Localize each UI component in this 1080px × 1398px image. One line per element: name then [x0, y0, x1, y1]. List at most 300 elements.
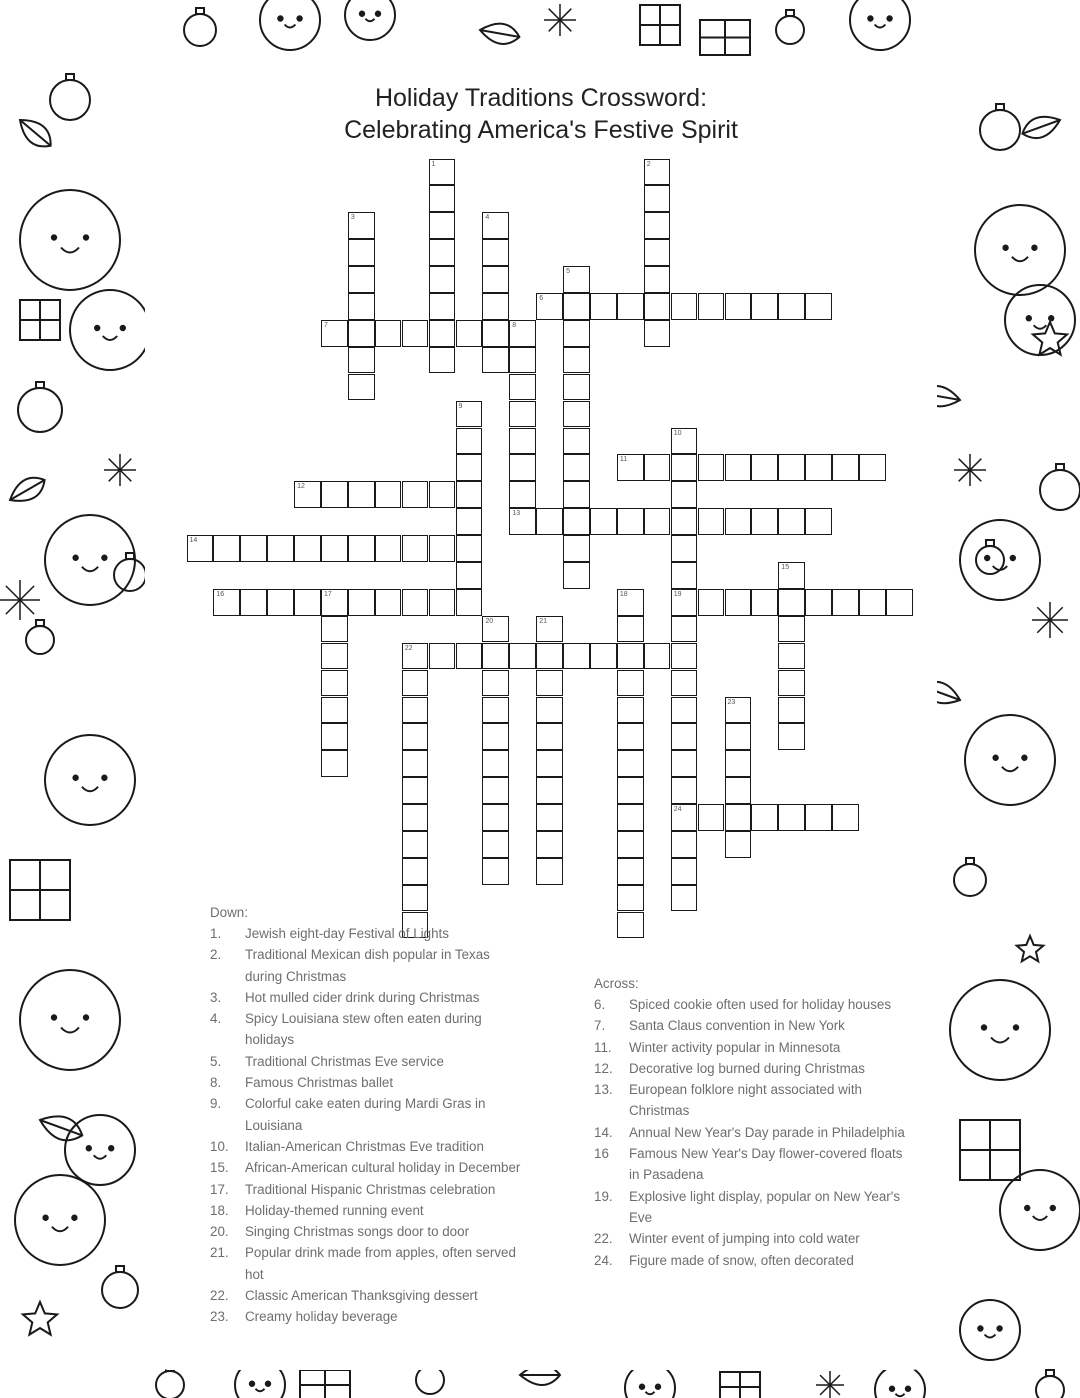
title-line-2: Celebrating America's Festive Spirit: [344, 116, 738, 144]
clue-item: [210, 1093, 530, 1136]
clue-item: [210, 1157, 530, 1178]
crossword-cell[interactable]: [321, 320, 348, 347]
crossword-cell[interactable]: [751, 589, 778, 616]
crossword-cell[interactable]: [671, 508, 698, 535]
crossword-cell[interactable]: [671, 428, 698, 455]
crossword-cell[interactable]: [509, 643, 536, 670]
clue-number: 16: [216, 590, 225, 598]
crossword-cell[interactable]: [590, 508, 617, 535]
crossword-cell[interactable]: [751, 293, 778, 320]
clue-number: 13: [512, 510, 521, 518]
crossword-cell[interactable]: [429, 266, 456, 293]
crossword-cell[interactable]: [563, 562, 590, 589]
clue-item-text: Traditional Mexican dish popular in Texas during Christmas: [245, 947, 490, 984]
crossword-cell[interactable]: [482, 212, 509, 239]
crossword-cell[interactable]: [482, 723, 509, 750]
crossword-cell[interactable]: [321, 616, 348, 643]
crossword-cell[interactable]: [482, 643, 509, 670]
crossword-cell[interactable]: [778, 643, 805, 670]
crossword-cell[interactable]: [698, 589, 725, 616]
clue-number: 1: [431, 160, 436, 168]
crossword-cell[interactable]: [617, 616, 644, 643]
clue-item-text: Famous Christmas ballet: [245, 1075, 394, 1091]
crossword-cell[interactable]: [456, 401, 483, 428]
crossword-cell[interactable]: [644, 266, 671, 293]
crossword-cell[interactable]: [429, 159, 456, 186]
crossword-cell[interactable]: [482, 293, 509, 320]
crossword-cell[interactable]: [509, 401, 536, 428]
crossword-cell[interactable]: [563, 401, 590, 428]
crossword-cell[interactable]: [402, 858, 429, 885]
crossword-cell[interactable]: [725, 723, 752, 750]
crossword-cell[interactable]: [402, 481, 429, 508]
crossword-cell[interactable]: [482, 858, 509, 885]
crossword-cell[interactable]: [348, 212, 375, 239]
crossword-cell[interactable]: [644, 643, 671, 670]
crossword-cell[interactable]: [375, 535, 402, 562]
crossword-cell[interactable]: [644, 159, 671, 186]
crossword-cell[interactable]: [240, 535, 267, 562]
clue-number: 2: [646, 160, 651, 168]
crossword-cell[interactable]: [536, 777, 563, 804]
clue-item-number: 10.: [210, 1138, 229, 1154]
crossword-cell[interactable]: [725, 750, 752, 777]
clue-item-text: Italian-American Christmas Eve tradition: [245, 1138, 484, 1154]
crossword-cell[interactable]: [725, 831, 752, 858]
crossword-cell[interactable]: [725, 777, 752, 804]
crossword-cell[interactable]: [456, 589, 483, 616]
crossword-cell[interactable]: [509, 508, 536, 535]
clue-item: [210, 1179, 530, 1200]
crossword-cell[interactable]: [456, 535, 483, 562]
crossword-cell[interactable]: [536, 831, 563, 858]
crossword-cell[interactable]: [429, 239, 456, 266]
crossword-cell[interactable]: [482, 266, 509, 293]
crossword-cell[interactable]: [563, 481, 590, 508]
crossword-cell[interactable]: [402, 589, 429, 616]
crossword-cell[interactable]: [402, 831, 429, 858]
clue-item-text: Colorful cake eaten during Mardi Gras in Louisiana: [245, 1096, 486, 1133]
crossword-cell[interactable]: [698, 293, 725, 320]
crossword-cell[interactable]: [482, 777, 509, 804]
clue-number: 3: [350, 214, 355, 222]
clue-number: 10: [673, 429, 682, 437]
clue-item-text: Hot mulled cider drink during Christmas: [245, 989, 480, 1005]
crossword-cell[interactable]: [778, 697, 805, 724]
clue-item-number: 14.: [594, 1124, 613, 1140]
crossword-cell[interactable]: [778, 589, 805, 616]
crossword-cell[interactable]: [240, 589, 267, 616]
clue-item-number: 22.: [210, 1288, 229, 1304]
crossword-cell[interactable]: [509, 374, 536, 401]
clue-item: [210, 923, 530, 944]
clue-item-number: 19.: [594, 1188, 613, 1204]
crossword-cell[interactable]: [563, 643, 590, 670]
clue-item: [210, 1200, 530, 1221]
clue-item-text: Holiday-themed running event: [245, 1202, 424, 1218]
title-line-1: Holiday Traditions Crossword:: [374, 84, 708, 112]
crossword-cell[interactable]: [778, 508, 805, 535]
clue-item: [210, 1306, 530, 1327]
crossword-cell[interactable]: [402, 697, 429, 724]
crossword-cell[interactable]: [482, 670, 509, 697]
clue-item: [210, 1221, 530, 1242]
crossword-cell[interactable]: [832, 454, 859, 481]
clue-item-text: Figure made of snow, often decorated: [629, 1252, 854, 1268]
crossword-cell[interactable]: [213, 589, 240, 616]
crossword-cell[interactable]: [725, 589, 752, 616]
crossword-cell[interactable]: [294, 481, 321, 508]
crossword-cell[interactable]: [751, 804, 778, 831]
crossword-cell[interactable]: [429, 185, 456, 212]
crossword-cell[interactable]: [348, 347, 375, 374]
crossword-cell[interactable]: [751, 508, 778, 535]
crossword-cell[interactable]: [429, 320, 456, 347]
crossword-cell[interactable]: [509, 347, 536, 374]
clue-item-text: Traditional Christmas Eve service: [245, 1053, 444, 1069]
crossword-cell[interactable]: [644, 185, 671, 212]
crossword-cell[interactable]: [644, 293, 671, 320]
clue-item: [210, 944, 530, 987]
crossword-cell[interactable]: [536, 616, 563, 643]
crossword-cell[interactable]: [563, 374, 590, 401]
clue-item-text: Santa Claus convention in New York: [629, 1018, 845, 1034]
crossword-cell[interactable]: [429, 535, 456, 562]
crossword-cell[interactable]: [617, 831, 644, 858]
clue-item: [594, 1143, 914, 1186]
crossword-cell[interactable]: [563, 293, 590, 320]
clue-item-number: 3.: [210, 989, 222, 1005]
clue-item-text: Decorative log burned during Christmas: [629, 1060, 865, 1076]
crossword-cell[interactable]: [321, 697, 348, 724]
crossword-cell[interactable]: [402, 320, 429, 347]
crossword-cell[interactable]: [563, 508, 590, 535]
crossword-cell[interactable]: [321, 643, 348, 670]
clue-number: 5: [566, 268, 570, 276]
crossword-cell[interactable]: [456, 481, 483, 508]
crossword-cell[interactable]: [509, 428, 536, 455]
crossword-cell[interactable]: [402, 804, 429, 831]
crossword-cell[interactable]: [482, 239, 509, 266]
crossword-cell[interactable]: [321, 750, 348, 777]
crossword-cell[interactable]: [671, 535, 698, 562]
crossword-cell[interactable]: [859, 589, 886, 616]
crossword-cell[interactable]: [482, 616, 509, 643]
crossword-cell[interactable]: [348, 589, 375, 616]
crossword-cell[interactable]: [805, 589, 832, 616]
clue-number: 11: [619, 456, 628, 464]
crossword-cell[interactable]: [348, 320, 375, 347]
crossword-cell[interactable]: [671, 858, 698, 885]
crossword-cell[interactable]: [402, 643, 429, 670]
crossword-cell[interactable]: [671, 885, 698, 912]
crossword-cell[interactable]: [536, 697, 563, 724]
crossword-cell[interactable]: [536, 750, 563, 777]
crossword-cell[interactable]: [805, 804, 832, 831]
clue-item: [594, 1058, 914, 1079]
crossword-cell[interactable]: [805, 508, 832, 535]
crossword-cell[interactable]: [509, 481, 536, 508]
crossword-cell[interactable]: [671, 643, 698, 670]
crossword-cell[interactable]: [456, 508, 483, 535]
crossword-cell[interactable]: [671, 562, 698, 589]
clue-item-number: 5.: [210, 1053, 222, 1069]
clue-number: 15: [781, 564, 790, 571]
crossword-cell[interactable]: [617, 912, 644, 939]
crossword-cell[interactable]: [590, 643, 617, 670]
crossword-cell[interactable]: [859, 454, 886, 481]
crossword-cell[interactable]: [536, 858, 563, 885]
clue-item-text: Singing Christmas songs door to door: [245, 1224, 470, 1240]
crossword-cell[interactable]: [456, 428, 483, 455]
across-heading: Across:: [594, 976, 639, 991]
clue-item-text: Winter event of jumping into cold water: [629, 1231, 860, 1247]
crossword-cell[interactable]: [402, 670, 429, 697]
crossword-cell[interactable]: [671, 481, 698, 508]
crossword-cell[interactable]: [725, 804, 752, 831]
crossword-cell[interactable]: [321, 589, 348, 616]
crossword-cell[interactable]: [348, 239, 375, 266]
crossword-cell[interactable]: [671, 454, 698, 481]
crossword-cell[interactable]: [671, 750, 698, 777]
crossword-cell[interactable]: [671, 589, 698, 616]
clue-item-text: European folklore night associated with Christmas: [629, 1082, 862, 1119]
crossword-cell[interactable]: [725, 508, 752, 535]
clue-number: 20: [485, 617, 494, 625]
clue-number: 19: [673, 590, 682, 598]
clue-item-text: Creamy holiday beverage: [245, 1309, 398, 1325]
crossword-cell[interactable]: [778, 454, 805, 481]
crossword-cell[interactable]: [617, 858, 644, 885]
clue-item-number: 18.: [210, 1202, 229, 1218]
crossword-cell[interactable]: [778, 616, 805, 643]
crossword-cell[interactable]: [617, 454, 644, 481]
crossword-cell[interactable]: [348, 293, 375, 320]
crossword-cell[interactable]: [536, 723, 563, 750]
clue-item-number: 4.: [210, 1011, 222, 1027]
crossword-cell[interactable]: [563, 428, 590, 455]
crossword-cell[interactable]: [429, 212, 456, 239]
crossword-cell[interactable]: [402, 750, 429, 777]
clue-item: [210, 1136, 530, 1157]
clue-item-number: 23.: [210, 1309, 229, 1325]
crossword-cell[interactable]: [456, 643, 483, 670]
crossword-cell[interactable]: [644, 508, 671, 535]
crossword-cell[interactable]: [348, 481, 375, 508]
crossword-cell[interactable]: [375, 589, 402, 616]
crossword-cell[interactable]: [456, 320, 483, 347]
crossword-cell[interactable]: [536, 670, 563, 697]
crossword-cell[interactable]: [644, 454, 671, 481]
clue-item-number: 8.: [210, 1075, 222, 1091]
clue-item: [594, 1122, 914, 1143]
clue-item: [594, 1186, 914, 1229]
crossword-cell[interactable]: [671, 616, 698, 643]
clue-item: [210, 1051, 530, 1072]
clue-item-number: 2.: [210, 947, 222, 963]
crossword-cell[interactable]: [617, 697, 644, 724]
crossword-cell[interactable]: [375, 481, 402, 508]
crossword-cell[interactable]: [698, 454, 725, 481]
crossword-cell[interactable]: [348, 266, 375, 293]
clue-item: [594, 1079, 914, 1122]
crossword-cell[interactable]: [294, 535, 321, 562]
crossword-cell[interactable]: [482, 750, 509, 777]
clue-item-number: 7.: [594, 1018, 606, 1034]
crossword-cell[interactable]: [617, 723, 644, 750]
down-clues: [210, 902, 530, 1328]
crossword-cell[interactable]: [509, 454, 536, 481]
crossword-cell[interactable]: [429, 481, 456, 508]
crossword-cell[interactable]: [778, 804, 805, 831]
across-clue-list: [594, 994, 914, 1271]
clue-item-text: Jewish eight-day Festival of Lights: [245, 926, 449, 941]
crossword-cell[interactable]: [429, 643, 456, 670]
crossword-cell[interactable]: [671, 804, 698, 831]
clue-item-number: 9.: [210, 1096, 222, 1112]
crossword-cell[interactable]: [805, 454, 832, 481]
crossword-cell[interactable]: [617, 670, 644, 697]
crossword-cell[interactable]: [536, 804, 563, 831]
crossword-cell[interactable]: [832, 589, 859, 616]
clue-item: [594, 1037, 914, 1058]
clue-item: [210, 1008, 530, 1051]
crossword-cell[interactable]: [348, 535, 375, 562]
clue-item-number: 24.: [594, 1252, 613, 1268]
crossword-cell[interactable]: [429, 347, 456, 374]
crossword-cell[interactable]: [267, 589, 294, 616]
crossword-cell[interactable]: [886, 589, 913, 616]
crossword-cell[interactable]: [321, 535, 348, 562]
crossword-cell[interactable]: [671, 831, 698, 858]
crossword-cell[interactable]: [456, 562, 483, 589]
crossword-cell[interactable]: [482, 804, 509, 831]
clue-item-number: 22.: [594, 1231, 613, 1247]
clue-number: 18: [619, 590, 628, 598]
crossword-cell[interactable]: [698, 508, 725, 535]
clue-item-number: 20.: [210, 1224, 229, 1240]
clue-number: 9: [458, 402, 463, 410]
clue-item-number: 6.: [594, 997, 606, 1012]
down-heading: Down:: [210, 905, 248, 920]
crossword-cell[interactable]: [671, 723, 698, 750]
crossword-cell[interactable]: [644, 239, 671, 266]
crossword-cell[interactable]: [187, 535, 214, 562]
clue-number: 4: [485, 214, 490, 222]
clue-item-number: 11.: [594, 1039, 612, 1055]
crossword-cell[interactable]: [536, 643, 563, 670]
clue-number: 8: [512, 321, 517, 329]
crossword-cell[interactable]: [644, 320, 671, 347]
crossword-cell[interactable]: [456, 454, 483, 481]
crossword-cell[interactable]: [267, 535, 294, 562]
crossword-cell[interactable]: [617, 777, 644, 804]
clue-item-text: Classic American Thanksgiving dessert: [245, 1288, 478, 1304]
clue-item-text: Winter activity popular in Minnesota: [629, 1039, 841, 1055]
crossword-cell[interactable]: [671, 670, 698, 697]
crossword-cell[interactable]: [832, 804, 859, 831]
clue-item: [210, 1285, 530, 1306]
crossword-cell[interactable]: [509, 320, 536, 347]
clue-number: 24: [673, 806, 682, 814]
clue-number: 21: [539, 617, 547, 625]
crossword-cell[interactable]: [563, 454, 590, 481]
crossword-cell[interactable]: [482, 320, 509, 347]
clue-item-text: Spicy Louisiana stew often eaten during holidays: [245, 1011, 482, 1048]
crossword-cell[interactable]: [778, 562, 805, 589]
crossword-cell[interactable]: [617, 804, 644, 831]
clue-item-number: 13.: [594, 1082, 613, 1098]
crossword-cell[interactable]: [617, 508, 644, 535]
crossword-cell[interactable]: [617, 643, 644, 670]
crossword-cell[interactable]: [402, 723, 429, 750]
crossword-cell[interactable]: [294, 589, 321, 616]
crossword-cell[interactable]: [617, 293, 644, 320]
crossword-cell[interactable]: [429, 293, 456, 320]
crossword-cell[interactable]: [563, 347, 590, 374]
crossword-cell[interactable]: [482, 697, 509, 724]
crossword-cell[interactable]: [482, 831, 509, 858]
crossword-cell[interactable]: [482, 347, 509, 374]
crossword-cell[interactable]: [778, 670, 805, 697]
crossword-cell[interactable]: [321, 670, 348, 697]
crossword-cell[interactable]: [321, 723, 348, 750]
crossword-cell[interactable]: [590, 293, 617, 320]
clue-item-text: African-American cultural holiday in December: [245, 1160, 521, 1176]
crossword-cell[interactable]: [617, 589, 644, 616]
crossword-cell[interactable]: [725, 454, 752, 481]
clue-item-number: 17.: [210, 1181, 229, 1197]
crossword-cell[interactable]: [725, 293, 752, 320]
crossword-cell[interactable]: [375, 320, 402, 347]
crossword-cell[interactable]: [402, 777, 429, 804]
crossword-cell[interactable]: [563, 535, 590, 562]
crossword-cell[interactable]: [617, 750, 644, 777]
clue-item: [210, 1072, 530, 1093]
crossword-cell[interactable]: [644, 212, 671, 239]
crossword-cell[interactable]: [536, 508, 563, 535]
crossword-cell[interactable]: [671, 697, 698, 724]
clue-item-text: Explosive light display, popular on New Year's Eve: [629, 1188, 901, 1225]
clue-item: [210, 987, 530, 1008]
crossword-cell[interactable]: [778, 293, 805, 320]
clue-item-number: 21.: [210, 1245, 229, 1261]
crossword-cell[interactable]: [751, 454, 778, 481]
crossword-cell[interactable]: [321, 481, 348, 508]
clue-number: 6: [539, 295, 544, 302]
crossword-cell[interactable]: [671, 777, 698, 804]
crossword-cell[interactable]: [725, 697, 752, 724]
clue-item-text: Traditional Hispanic Christmas celebration: [245, 1181, 496, 1197]
crossword-cell[interactable]: [617, 885, 644, 912]
clue-number: 22: [404, 644, 413, 652]
crossword-cell[interactable]: [563, 320, 590, 347]
crossword-cell[interactable]: [698, 804, 725, 831]
crossword-cell[interactable]: [778, 723, 805, 750]
crossword-cell[interactable]: [536, 293, 563, 320]
clue-number: 23: [727, 698, 736, 706]
crossword-cell[interactable]: [671, 293, 698, 320]
crossword-cell[interactable]: [348, 374, 375, 401]
crossword-cell[interactable]: [563, 266, 590, 293]
crossword-cell[interactable]: [213, 535, 240, 562]
down-clue-list: [210, 923, 530, 1328]
crossword-cell[interactable]: [429, 589, 456, 616]
crossword-cell[interactable]: [805, 293, 832, 320]
clue-number: 7: [324, 321, 328, 329]
clue-item-number: 12.: [594, 1060, 613, 1076]
crossword-cell[interactable]: [402, 535, 429, 562]
